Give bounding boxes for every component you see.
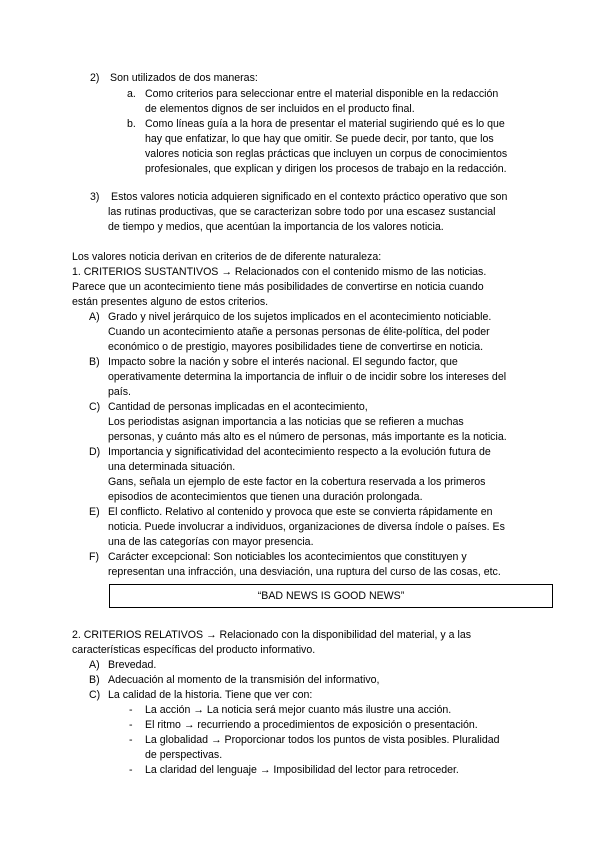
quote-text: “BAD NEWS IS GOOD NEWS” [257, 589, 405, 602]
paragraph-line: Como criterios para seleccionar entre el material disponible en la redacción [145, 88, 499, 100]
paragraph-line: país. [108, 386, 131, 398]
list-number: 3) [90, 191, 100, 203]
paragraph-line: Cantidad de personas implicadas en el acontecimiento, [108, 401, 368, 413]
paragraph-line: están presentes alguno de estos criterios. [72, 296, 269, 308]
dash-marker: - [129, 734, 133, 746]
paragraph-line: Como líneas guía a la hora de presentar el material sugiriendo qué es lo que [145, 118, 505, 130]
dash-marker: - [129, 704, 133, 716]
paragraph-line: noticia. Puede involucrar a individuos, organizaciones de diversa índole o países. Es [108, 521, 505, 533]
paragraph-line: episodios de acontecimientos que tienen una duración prolongada. [108, 491, 423, 503]
paragraph-line: La acción → La noticia será mejor cuanto más ilustre una acción. [145, 704, 452, 716]
paragraph-line: profesionales, que explican y dirigen los procesos de trabajo en la redacción. [145, 163, 507, 175]
sub-list-marker: a. [127, 88, 136, 100]
list-item-text: Brevedad. [108, 659, 157, 671]
list-marker: B) [89, 356, 100, 368]
paragraph-line: Parece que un acontecimiento tiene más posibilidades de convertirse en noticia cuando [72, 281, 484, 293]
paragraph-line: personas, y cuánto más alto es el número de personas, más importante es la noticia. [108, 431, 507, 443]
paragraph-line: económico o de prestigio, mayores posibilidades tiene de convertirse en noticia. [108, 341, 484, 353]
list-marker: A) [89, 659, 100, 671]
paragraph-line: La claridad del lenguaje → Imposibilidad del lector para retroceder. [145, 764, 459, 776]
paragraph-line: Los periodistas asignan importancia a las noticias que se refieren a muchas [108, 416, 464, 428]
paragraph-line: Importancia y significatividad del acontecimiento respecto a la evolución futura de [108, 446, 491, 458]
list-marker: E) [89, 506, 100, 518]
list-item-text: Adecuación al momento de la transmisión del informativo, [108, 674, 380, 686]
paragraph-line: La globalidad → Proporcionar todos los puntos de vista posibles. Pluralidad [145, 734, 500, 746]
section-heading: 1. CRITERIOS SUSTANTIVOS → Relacionados con el contenido mismo de las noticias. [72, 266, 487, 278]
paragraph-line: valores noticia son reglas prácticas que incluyen un corpus de conocimientos [145, 148, 508, 160]
section-heading: 2. CRITERIOS RELATIVOS → Relacionado con la disponibilidad del material, y a las [72, 629, 472, 641]
paragraph-line: El conflicto. Relativo al contenido y provoca que este se convierta rápidamente en [108, 506, 493, 518]
list-item-text: La calidad de la historia. Tiene que ver con: [108, 689, 313, 701]
list-item-text: Son utilizados de dos maneras: [110, 72, 258, 84]
paragraph-line: Impacto sobre la nación y sobre el interés nacional. El segundo factor, que [108, 356, 458, 368]
list-marker: D) [89, 446, 101, 458]
paragraph-line: representan una infracción, una desviación, una ruptura del curso de las cosas, etc. [108, 566, 501, 578]
dash-marker: - [129, 764, 133, 776]
list-marker: A) [89, 311, 100, 323]
paragraph-line: hay que enfatizar, lo que hay que omitir. Se puede decir, por tanto, que los [145, 133, 494, 145]
list-marker: B) [89, 674, 100, 686]
list-number: 2) [90, 72, 100, 84]
paragraph-line: Cuando un acontecimiento atañe a personas personas de élite-política, del poder [108, 326, 490, 338]
paragraph-line: Estos valores noticia adquieren significado en el contexto práctico operativo que son [111, 191, 508, 203]
list-marker: C) [89, 689, 101, 701]
paragraph-line: Grado y nivel jerárquico de los sujetos implicados en el acontecimiento noticiable. [108, 311, 492, 323]
paragraph-line: Los valores noticia derivan en criterios de de diferente naturaleza: [72, 251, 382, 263]
paragraph-line: características específicas del producto informativo. [72, 644, 316, 656]
paragraph-line: de elementos dignos de ser incluidos en el producto final. [145, 103, 415, 115]
paragraph-line: El ritmo → recurriendo a procedimientos de exposición o presentación. [145, 719, 478, 731]
sub-list-marker: b. [127, 118, 136, 130]
list-marker: F) [89, 551, 99, 563]
list-marker: C) [89, 401, 101, 413]
paragraph-line: de perspectivas. [145, 749, 223, 761]
paragraph-line: de tiempo y medios, que acentúan la importancia de los valores noticia. [108, 221, 444, 233]
paragraph-line: Gans, señala un ejemplo de este factor en la cobertura reservada a los primeros [108, 476, 486, 488]
quote-box [109, 584, 553, 608]
paragraph-line: una determinada situación. [108, 461, 236, 473]
dash-marker: - [129, 719, 133, 731]
paragraph-line: Carácter excepcional: Son noticiables los acontecimientos que constituyen y [108, 551, 467, 563]
paragraph-line: las rutinas productivas, que se caracterizan sobre todo por una escasez sustancial [108, 206, 496, 218]
paragraph-line: una de las categorías con mayor presencia. [108, 536, 314, 548]
paragraph-line: operativamente determina la importancia de influir o de incidir sobre los intereses del [108, 371, 507, 383]
